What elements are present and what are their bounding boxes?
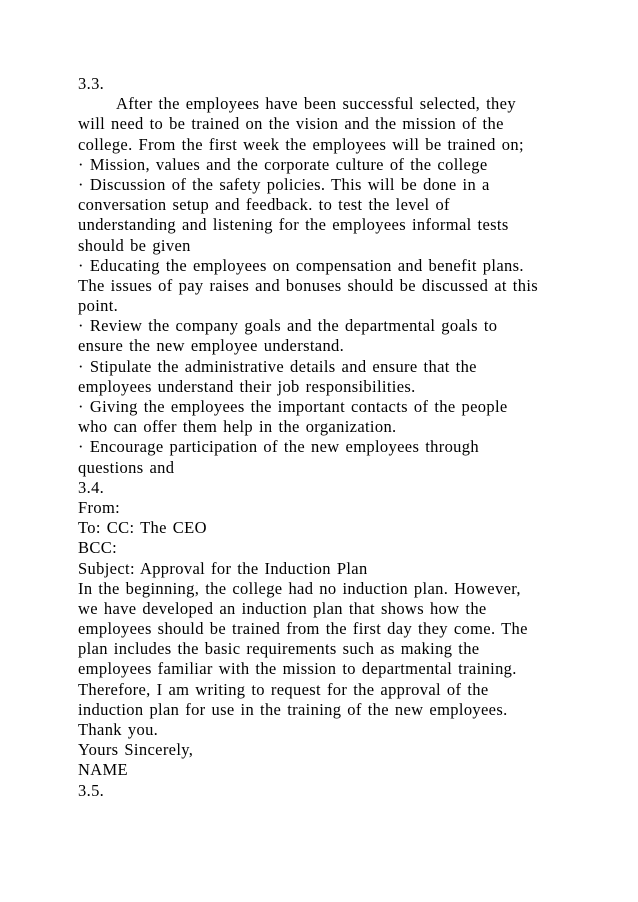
document-line: employees familiar with the mission to departmental training.	[78, 659, 517, 679]
document-line: · Discussion of the safety policies. This will be done in a	[78, 174, 490, 194]
document-line: 3.5.	[78, 780, 105, 800]
document-line: induction plan for use in the training of the new employees.	[78, 699, 508, 719]
document-line: conversation setup and feedback. to test the level of	[78, 195, 450, 215]
document-line: questions and	[78, 457, 175, 477]
document-line: · Educating the employees on compensation and benefit plans.	[78, 255, 524, 275]
document-line: we have developed an induction plan that shows how the	[78, 598, 487, 618]
document-line: · Stipulate the administrative details and ensure that the	[78, 356, 477, 376]
document-line: The issues of pay raises and bonuses should be discussed at this	[78, 275, 539, 295]
document-line: After the employees have been successful selected, they	[116, 94, 516, 114]
document-line: college. From the first week the employees will be trained on;	[78, 134, 524, 154]
document-line: Subject: Approval for the Induction Plan	[78, 558, 368, 578]
document-line: · Giving the employees the important contacts of the people	[78, 397, 508, 416]
document-line: 3.3.	[78, 74, 105, 93]
document-line: will need to be trained on the vision and the mission of the	[78, 114, 504, 134]
document-line: Yours Sincerely,	[78, 740, 194, 760]
document-line: ensure the new employee understand.	[78, 336, 345, 356]
document-line: employees should be trained from the first day they come. The	[78, 619, 528, 639]
document-body	[78, 74, 578, 801]
document-line: To: CC: The CEO	[78, 518, 207, 538]
document-line: employees understand their job responsibilities.	[78, 376, 416, 396]
document-line: who can offer them help in the organization.	[78, 417, 397, 437]
document-line: 3.4.	[78, 477, 105, 497]
document-line: In the beginning, the college had no induction plan. However,	[78, 578, 521, 598]
document-line: Therefore, I am writing to request for the approval of the	[78, 679, 489, 699]
document-line: NAME	[78, 760, 128, 780]
document-line: From:	[78, 497, 121, 517]
document-line: point.	[78, 296, 119, 316]
document-line: Thank you.	[78, 720, 159, 739]
document-line: · Encourage participation of the new employees through	[78, 437, 479, 457]
document-line: understanding and listening for the employees informal tests	[78, 215, 509, 235]
document-line: · Review the company goals and the departmental goals to	[78, 316, 498, 336]
document-line: · Mission, values and the corporate culture of the college	[78, 154, 488, 174]
document-line: should be given	[78, 235, 191, 255]
document-line: plan includes the basic requirements such as making the	[78, 639, 480, 659]
document-line: BCC:	[78, 538, 118, 558]
